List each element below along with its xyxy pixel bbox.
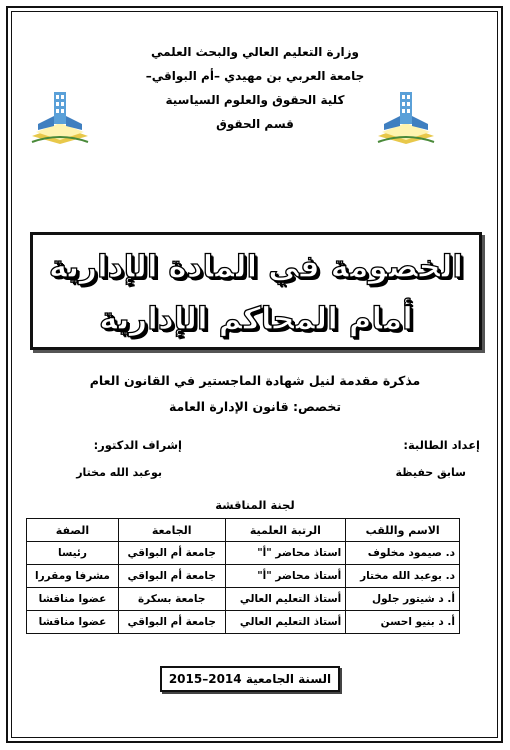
member-role: مشرفا ومقررا	[27, 565, 119, 588]
member-role: عضوا مناقشا	[27, 611, 119, 634]
student-name: سابق حفيظة	[395, 466, 466, 479]
thesis-title-line-2: أمام المحاكم الإدارية	[99, 301, 413, 337]
thesis-title-box	[30, 232, 482, 350]
member-university: جامعة أم البواقي	[118, 565, 225, 588]
table-row	[27, 588, 460, 611]
member-university: جامعة أم البواقي	[118, 611, 225, 634]
member-university: جامعة أم البواقي	[118, 542, 225, 565]
faculty-name: كلية الحقوق والعلوم السياسية	[165, 93, 345, 107]
member-rank: أستاذ محاضر "أ"	[225, 565, 346, 588]
member-name: د. بوعبد الله مختار	[346, 565, 460, 588]
ministry-name: وزارة التعليم العالي والبحث العلمي	[150, 45, 360, 59]
specialization: تخصص: قانون الإدارة العامة	[168, 399, 342, 414]
table-row	[27, 565, 460, 588]
header-name: الاسم واللقب	[346, 519, 460, 542]
member-role: عضوا مناقشا	[27, 588, 119, 611]
table-row	[27, 542, 460, 565]
university-logo-icon	[28, 86, 92, 146]
university-name: جامعة العربي بن مهيدي –أم البواقي–	[145, 69, 365, 83]
supervisor-name: بوعبد الله مختار	[76, 466, 162, 479]
member-name: أ. د شيتور جلول	[346, 588, 460, 611]
header-role: الصفة	[27, 519, 119, 542]
member-name: د. صيمود مخلوف	[346, 542, 460, 565]
member-role: رئيسا	[27, 542, 119, 565]
member-rank: أستاذ التعليم العالي	[225, 588, 346, 611]
university-logo-icon	[374, 86, 438, 146]
degree-statement: مذكرة مقدمة لنيل شهادة الماجستير في القانون العام	[89, 373, 421, 388]
academic-year: السنة الجامعية 2014–2015	[160, 666, 340, 692]
header-university: الجامعة	[118, 519, 225, 542]
thesis-subtitle	[80, 368, 430, 420]
supervisor-label: إشراف الدكتور:	[93, 438, 182, 452]
member-rank: أستاذ التعليم العالي	[225, 611, 346, 634]
department-name: قسم الحقوق	[216, 117, 294, 131]
thesis-title-line-1: الخصومة في المادة الإدارية	[48, 249, 464, 285]
committee-title: لجنة المناقشة	[215, 498, 295, 512]
member-name: أ. د بنيو احسن	[346, 611, 460, 634]
committee-table	[26, 518, 460, 634]
institution-header	[110, 40, 400, 136]
member-rank: استاذ محاضر "أ"	[225, 542, 346, 565]
prepared-by-label: إعداد الطالبة:	[403, 438, 480, 452]
table-header-row	[27, 519, 460, 542]
header-rank: الرتبة العلمية	[225, 519, 346, 542]
table-row	[27, 611, 460, 634]
member-university: جامعة بسكرة	[118, 588, 225, 611]
